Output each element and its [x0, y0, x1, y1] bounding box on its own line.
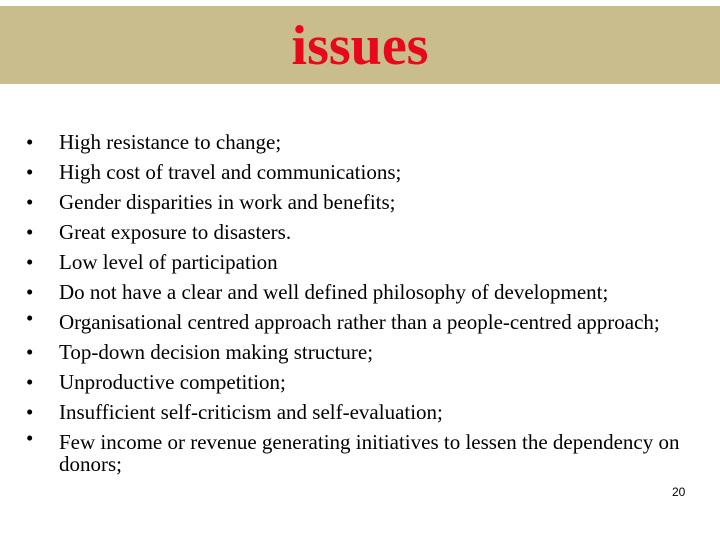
bullet-text: Insufficient self-criticism and self-evaluation; — [59, 400, 443, 424]
bullet-item — [26, 397, 696, 427]
bullet-text: Unproductive competition; — [59, 370, 286, 394]
bullet-text: Top-down decision making structure; — [59, 340, 374, 364]
bullet-icon: • — [26, 370, 34, 394]
bullet-icon: • — [26, 426, 34, 450]
bullet-item — [26, 307, 696, 337]
bullet-icon: • — [26, 400, 34, 424]
bullet-item — [26, 337, 696, 367]
bullet-text: Low level of participation — [59, 250, 278, 274]
bullet-list — [26, 127, 696, 479]
bullet-item — [26, 127, 696, 157]
bullet-text: Do not have a clear and well defined philosophy of development; — [59, 280, 609, 304]
bullet-text: Few income or revenue generating initiatives to lessen the dependency on donors; — [59, 430, 680, 476]
bullet-text: High cost of travel and communications; — [59, 160, 402, 184]
bullet-text: Great exposure to disasters. — [59, 220, 292, 244]
bullet-item — [26, 427, 696, 479]
page-number: 20 — [672, 485, 686, 499]
bullet-icon: • — [26, 280, 34, 304]
bullet-item — [26, 277, 696, 307]
bullet-icon: • — [26, 220, 34, 244]
bullet-icon: • — [26, 306, 34, 330]
bullet-icon: • — [26, 250, 34, 274]
slide-title: issues — [291, 15, 429, 77]
bullet-icon: • — [26, 340, 34, 364]
bullet-text: High resistance to change; — [59, 130, 282, 154]
bullet-icon: • — [26, 160, 34, 184]
bullet-icon: • — [26, 190, 34, 214]
bullet-text: Gender disparities in work and benefits; — [59, 190, 396, 214]
bullet-item — [26, 217, 696, 247]
bullet-icon: • — [26, 130, 34, 154]
bullet-text: Organisational centred approach rather than a people-centred approach; — [59, 310, 660, 334]
bullet-item — [26, 247, 696, 277]
bullet-item — [26, 187, 696, 217]
bullet-item — [26, 367, 696, 397]
bullet-item — [26, 157, 696, 187]
